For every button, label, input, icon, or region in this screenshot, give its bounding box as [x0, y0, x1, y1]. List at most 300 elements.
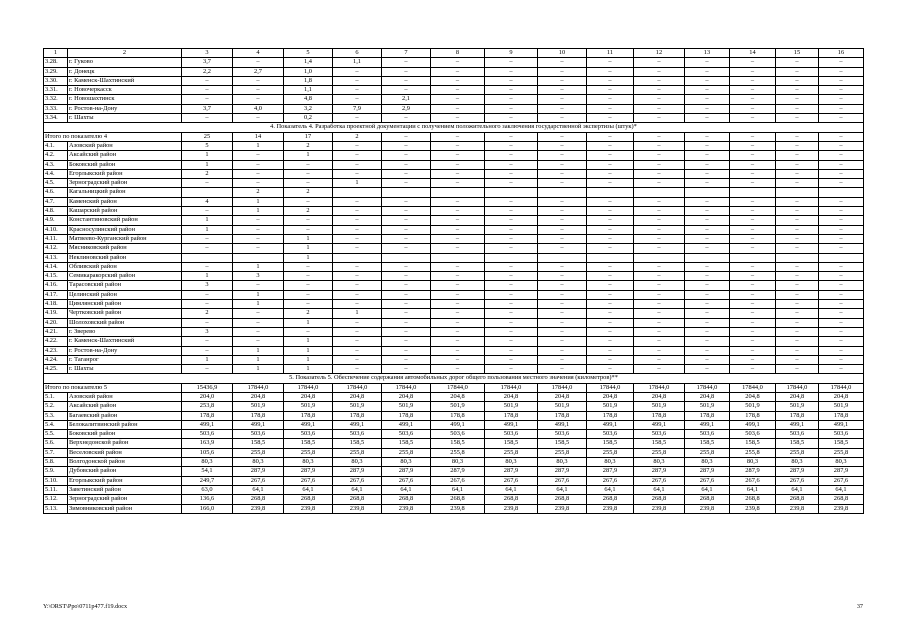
total-value: 17 [284, 132, 333, 141]
row-value: – [182, 346, 233, 355]
row-value: 3,7 [182, 104, 233, 113]
row-value: – [431, 104, 485, 113]
row-value: – [485, 114, 538, 123]
table-row [44, 402, 864, 411]
table-row [44, 234, 864, 243]
row-value: – [485, 169, 538, 178]
row-value: 2 [182, 169, 233, 178]
column-number: 11 [587, 49, 634, 58]
table-row [44, 58, 864, 67]
row-value: – [587, 76, 634, 85]
row-value: 287,9 [485, 467, 538, 476]
row-value: 287,9 [284, 467, 333, 476]
row-value: – [182, 337, 233, 346]
row-value: 503,6 [382, 430, 431, 439]
row-value: – [776, 318, 819, 327]
table-row [44, 411, 864, 420]
row-value: – [634, 365, 685, 374]
row-value: – [431, 355, 485, 364]
row-value: – [431, 114, 485, 123]
row-value: – [730, 207, 776, 216]
row-name: г. Каменск-Шахтинский [68, 337, 182, 346]
row-value: 1 [284, 355, 333, 364]
row-value: 2,1 [382, 95, 431, 104]
table-row [44, 151, 864, 160]
total-value: – [382, 132, 431, 141]
row-value: 1 [233, 197, 284, 206]
row-value: – [182, 114, 233, 123]
row-value: – [382, 309, 431, 318]
row-value: – [382, 225, 431, 234]
row-value: 204,8 [587, 392, 634, 401]
row-value: 268,8 [538, 495, 587, 504]
row-value: 255,8 [431, 448, 485, 457]
column-number: 6 [333, 49, 382, 58]
row-value: – [730, 160, 776, 169]
row-value [634, 188, 685, 197]
row-value: – [819, 327, 864, 336]
row-value: – [587, 355, 634, 364]
row-name: г. Гуково [68, 58, 182, 67]
row-value: – [685, 355, 730, 364]
row-value: – [382, 234, 431, 243]
section-title-row [44, 123, 864, 132]
row-value: – [382, 244, 431, 253]
row-value: 64,1 [485, 485, 538, 494]
row-value: 268,8 [776, 495, 819, 504]
row-value: – [382, 76, 431, 85]
row-value: – [382, 169, 431, 178]
row-value: 1 [233, 355, 284, 364]
page-number: 37 [856, 603, 863, 610]
row-value: 268,8 [233, 495, 284, 504]
total-value: 17844,0 [284, 383, 333, 392]
row-value: – [634, 216, 685, 225]
row-value: – [730, 327, 776, 336]
column-number: 4 [233, 49, 284, 58]
row-value: – [685, 86, 730, 95]
row-value: – [284, 300, 333, 309]
row-value: – [485, 86, 538, 95]
column-number: 12 [634, 49, 685, 58]
row-value: – [485, 337, 538, 346]
row-value: – [819, 197, 864, 206]
row-value: 267,6 [819, 476, 864, 485]
row-value: 1 [284, 337, 333, 346]
row-value: 501,9 [587, 402, 634, 411]
row-value: – [431, 337, 485, 346]
row-value: 178,8 [382, 411, 431, 420]
row-value: 503,6 [776, 430, 819, 439]
row-value: 1,1 [284, 86, 333, 95]
row-value: 158,5 [382, 439, 431, 448]
row-value: 178,8 [182, 411, 233, 420]
row-number: 5.5. [44, 430, 68, 439]
total-value: 17844,0 [431, 383, 485, 392]
row-value: 80,3 [182, 458, 233, 467]
row-value: – [819, 337, 864, 346]
table-row [44, 141, 864, 150]
row-value: 1 [284, 253, 333, 262]
row-value: – [587, 169, 634, 178]
row-value [382, 253, 431, 262]
row-value: – [819, 234, 864, 243]
row-value: 1 [233, 141, 284, 150]
indicator-table [43, 48, 864, 514]
row-value: 501,9 [382, 402, 431, 411]
row-value [538, 188, 587, 197]
row-number: 4.21. [44, 327, 68, 336]
row-value: 499,1 [538, 420, 587, 429]
row-value: – [382, 141, 431, 150]
row-value: 255,8 [538, 448, 587, 457]
row-value: – [382, 86, 431, 95]
row-value: 268,8 [730, 495, 776, 504]
row-value: – [730, 76, 776, 85]
row-value: – [587, 141, 634, 150]
row-number: 4.9. [44, 216, 68, 225]
row-value: 287,9 [431, 467, 485, 476]
column-number: 13 [685, 49, 730, 58]
row-value: 54,1 [182, 467, 233, 476]
row-value: 1 [284, 151, 333, 160]
row-number: 3.32. [44, 95, 68, 104]
row-value: 80,3 [233, 458, 284, 467]
row-value: – [182, 244, 233, 253]
table-row [44, 179, 864, 188]
row-value: 268,8 [382, 495, 431, 504]
row-value: 255,8 [685, 448, 730, 457]
row-value: 80,3 [819, 458, 864, 467]
row-value: 255,8 [730, 448, 776, 457]
row-value: 3 [233, 272, 284, 281]
row-value: – [634, 114, 685, 123]
row-value: 255,8 [587, 448, 634, 457]
row-value: 1 [233, 262, 284, 271]
row-value: 267,6 [538, 476, 587, 485]
row-value: – [776, 95, 819, 104]
total-value: – [685, 132, 730, 141]
row-value: – [587, 262, 634, 271]
row-value: – [685, 327, 730, 336]
row-value: – [634, 234, 685, 243]
row-value: – [333, 114, 382, 123]
table-row [44, 169, 864, 178]
row-value: 499,1 [333, 420, 382, 429]
table-row [44, 272, 864, 281]
row-value: 501,9 [284, 402, 333, 411]
row-value: – [431, 300, 485, 309]
row-value: – [431, 197, 485, 206]
row-name: Цимлянский район [68, 300, 182, 309]
row-value: – [333, 197, 382, 206]
row-value: – [776, 141, 819, 150]
row-value: – [431, 169, 485, 178]
row-value: – [634, 197, 685, 206]
table-row [44, 281, 864, 290]
row-value: – [776, 272, 819, 281]
row-value [819, 253, 864, 262]
row-value: 1,8 [284, 76, 333, 85]
table-row [44, 337, 864, 346]
row-value: – [538, 76, 587, 85]
row-value: 503,6 [333, 430, 382, 439]
row-value: 204,8 [538, 392, 587, 401]
row-value: 1 [182, 355, 233, 364]
row-value: – [485, 141, 538, 150]
row-value: 239,8 [634, 504, 685, 513]
row-value: – [819, 169, 864, 178]
row-value: – [538, 86, 587, 95]
row-value: – [634, 169, 685, 178]
row-value: – [819, 216, 864, 225]
row-name: Кашарский район [68, 207, 182, 216]
row-value: 64,1 [382, 485, 431, 494]
row-value: – [776, 300, 819, 309]
row-value: – [819, 272, 864, 281]
row-value: 1,1 [333, 58, 382, 67]
table-row [44, 95, 864, 104]
row-value: – [233, 58, 284, 67]
row-value: 158,5 [485, 439, 538, 448]
row-value: 267,6 [587, 476, 634, 485]
row-value [333, 253, 382, 262]
row-value: 239,8 [819, 504, 864, 513]
row-name: Мясниковский район [68, 244, 182, 253]
row-value: – [284, 290, 333, 299]
row-value: 178,8 [538, 411, 587, 420]
row-value: 501,9 [538, 402, 587, 411]
row-value: – [587, 179, 634, 188]
row-value [233, 253, 284, 262]
row-name: Азовский район [68, 392, 182, 401]
row-value: – [819, 104, 864, 113]
row-value: – [538, 58, 587, 67]
row-value: 287,9 [382, 467, 431, 476]
row-name: Белокалитвинский район [68, 420, 182, 429]
document-path: Y:\ORST\Ppo\0711p477.f19.docx [43, 603, 128, 610]
row-name: Егорлыкский район [68, 169, 182, 178]
row-value: – [431, 365, 485, 374]
table-row [44, 207, 864, 216]
row-value: – [284, 272, 333, 281]
row-value: – [730, 104, 776, 113]
row-value: – [538, 244, 587, 253]
row-value: – [485, 197, 538, 206]
row-number: 4.20. [44, 318, 68, 327]
row-name: Обливский район [68, 262, 182, 271]
row-value: – [182, 300, 233, 309]
row-value: – [685, 318, 730, 327]
row-value: – [819, 355, 864, 364]
table-row [44, 160, 864, 169]
row-number: 3.30. [44, 76, 68, 85]
row-value: – [819, 76, 864, 85]
row-value: – [233, 225, 284, 234]
row-value: – [776, 355, 819, 364]
row-value: – [730, 309, 776, 318]
row-value: 501,9 [730, 402, 776, 411]
row-value: 1 [284, 234, 333, 243]
table-row [44, 504, 864, 513]
row-value: 105,6 [182, 448, 233, 457]
row-value: 1 [182, 225, 233, 234]
row-number: 4.1. [44, 141, 68, 150]
table-row [44, 225, 864, 234]
row-value: – [685, 216, 730, 225]
row-value: 204,8 [485, 392, 538, 401]
total-label: Итого по показателю 4 [44, 132, 182, 141]
row-value: – [333, 300, 382, 309]
row-value: – [182, 318, 233, 327]
row-value: 267,6 [485, 476, 538, 485]
row-value: – [233, 309, 284, 318]
row-value: 158,5 [333, 439, 382, 448]
table-row [44, 76, 864, 85]
row-value: – [382, 300, 431, 309]
row-value: – [819, 318, 864, 327]
row-value: 503,6 [431, 430, 485, 439]
row-value: – [776, 160, 819, 169]
row-value: – [730, 281, 776, 290]
row-value: – [819, 346, 864, 355]
row-value: 204,8 [333, 392, 382, 401]
row-name: г. Новочеркасск [68, 86, 182, 95]
row-value: – [587, 86, 634, 95]
total-value: 17844,0 [819, 383, 864, 392]
row-value: – [587, 151, 634, 160]
row-name: Боковский район [68, 160, 182, 169]
row-value: – [819, 365, 864, 374]
row-value: – [333, 151, 382, 160]
row-number: 4.16. [44, 281, 68, 290]
row-value: 499,1 [776, 420, 819, 429]
row-value: – [819, 67, 864, 76]
row-value: 2 [284, 188, 333, 197]
row-value: – [538, 179, 587, 188]
row-value: 178,8 [333, 411, 382, 420]
row-value: 499,1 [382, 420, 431, 429]
row-value: – [730, 58, 776, 67]
row-value [431, 253, 485, 262]
row-value: – [730, 272, 776, 281]
row-value: – [485, 300, 538, 309]
row-name: Неклиновский район [68, 253, 182, 262]
row-value: – [182, 365, 233, 374]
row-value: – [685, 290, 730, 299]
row-name: Тарасовский район [68, 281, 182, 290]
row-value: – [431, 225, 485, 234]
row-value: – [685, 300, 730, 309]
row-value: – [819, 160, 864, 169]
row-value: 64,1 [333, 485, 382, 494]
row-number: 4.13. [44, 253, 68, 262]
row-number: 5.8. [44, 458, 68, 467]
row-value: 1 [182, 160, 233, 169]
row-number: 4.3. [44, 160, 68, 169]
row-value: – [485, 309, 538, 318]
row-value: – [382, 355, 431, 364]
table-row [44, 346, 864, 355]
row-value: – [538, 318, 587, 327]
row-value: – [634, 244, 685, 253]
row-value: – [333, 86, 382, 95]
row-value: 1 [182, 151, 233, 160]
row-name: Константиновский район [68, 216, 182, 225]
row-value: 499,1 [182, 420, 233, 429]
row-value: 501,9 [233, 402, 284, 411]
row-value: – [819, 58, 864, 67]
row-value: – [333, 272, 382, 281]
row-value: – [538, 197, 587, 206]
table-row [44, 188, 864, 197]
row-value: – [685, 114, 730, 123]
row-value: – [233, 337, 284, 346]
row-number: 5.10. [44, 476, 68, 485]
row-value: 136,6 [182, 495, 233, 504]
row-value: – [284, 179, 333, 188]
row-value: 501,9 [776, 402, 819, 411]
row-number: 4.12. [44, 244, 68, 253]
row-value: 501,9 [431, 402, 485, 411]
row-value: – [485, 104, 538, 113]
row-value: 204,8 [730, 392, 776, 401]
row-value: – [485, 365, 538, 374]
row-value: – [587, 67, 634, 76]
row-value: – [730, 318, 776, 327]
row-value: – [776, 346, 819, 355]
row-value: – [587, 216, 634, 225]
row-number: 5.3. [44, 411, 68, 420]
row-value: – [538, 216, 587, 225]
row-value: 287,9 [685, 467, 730, 476]
row-value: 158,5 [587, 439, 634, 448]
row-name: г. Шахты [68, 114, 182, 123]
row-value: – [819, 95, 864, 104]
column-number: 7 [382, 49, 431, 58]
row-value: – [776, 169, 819, 178]
row-number: 4.8. [44, 207, 68, 216]
row-name: Целинский район [68, 290, 182, 299]
row-value: – [333, 225, 382, 234]
row-value [431, 188, 485, 197]
row-name: г. Донецк [68, 67, 182, 76]
row-name: г. Каменск-Шахтинский [68, 76, 182, 85]
row-number: 5.4. [44, 420, 68, 429]
row-name: г. Ростов-на-Дону [68, 346, 182, 355]
row-value: 268,8 [685, 495, 730, 504]
row-value: – [333, 327, 382, 336]
row-value: 499,1 [431, 420, 485, 429]
row-value: – [776, 262, 819, 271]
row-value: 503,6 [284, 430, 333, 439]
row-value: – [538, 169, 587, 178]
row-name: Красносулинский район [68, 225, 182, 234]
row-value: – [485, 355, 538, 364]
column-number: 5 [284, 49, 333, 58]
row-value: 501,9 [333, 402, 382, 411]
row-value: 239,8 [382, 504, 431, 513]
row-name: Аксайский район [68, 402, 182, 411]
row-value: – [685, 207, 730, 216]
row-value [182, 253, 233, 262]
row-name: Заветинский район [68, 485, 182, 494]
row-value: 499,1 [819, 420, 864, 429]
row-number: 5.12. [44, 495, 68, 504]
row-value: – [431, 58, 485, 67]
row-number: 4.23. [44, 346, 68, 355]
row-value: 80,3 [776, 458, 819, 467]
